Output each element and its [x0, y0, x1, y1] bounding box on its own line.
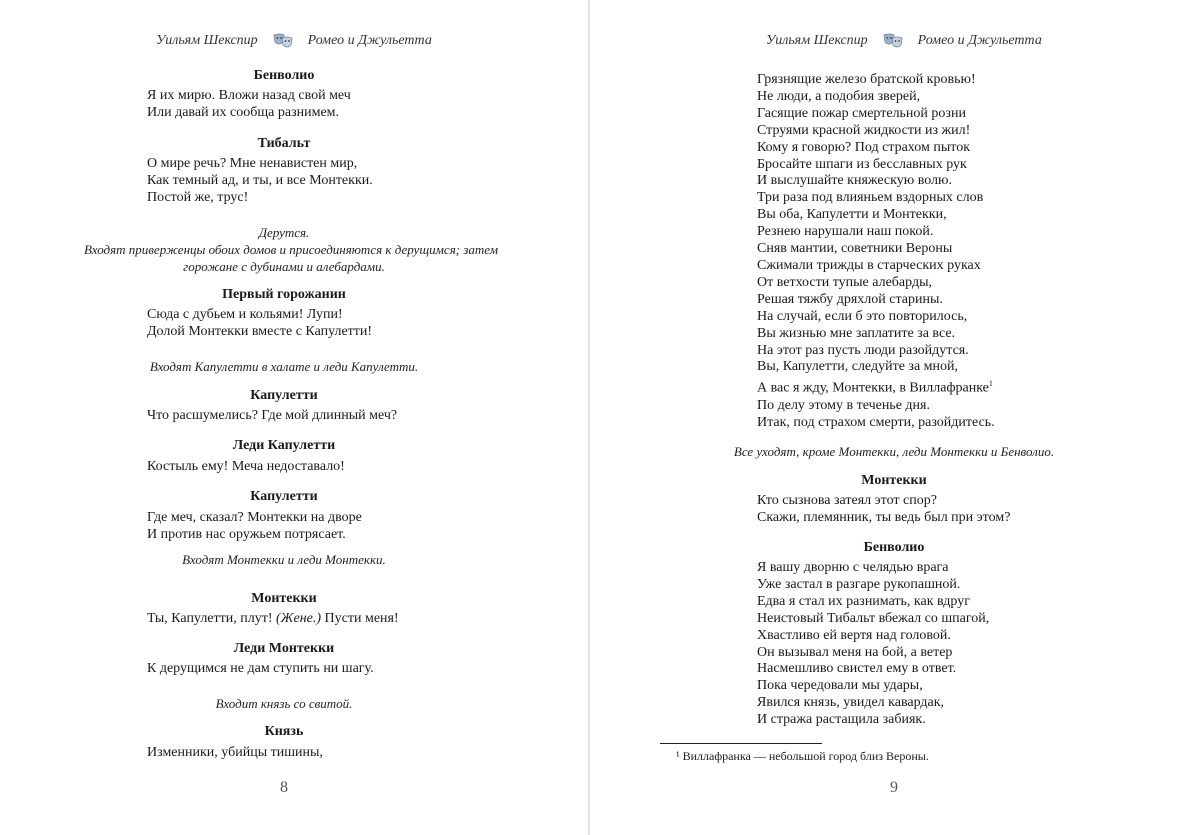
verse-prince-speech [757, 72, 995, 432]
verse-line: Решая тяжбу дряхлой старины. [757, 291, 943, 307]
verse-line: Вы оба, Капулетти и Монтекки, [757, 207, 947, 223]
verse-benvolio [757, 560, 989, 729]
theater-masks-icon [882, 33, 904, 49]
stage-direction-fight [84, 224, 499, 275]
stage-direction-prince-enter: Входит князь со свитой. [215, 696, 353, 711]
verse-line: Долой Монтекки вместе с Капулетти! [147, 323, 373, 339]
verse-line: Грязнящие железо братской кровью! [757, 72, 976, 87]
verse-line: Что расшумелись? Где мой длинный меч? [147, 408, 398, 423]
page-number: 8 [280, 779, 288, 796]
verse-montague [147, 611, 399, 628]
verse-line: Как темный ад, и ты, и все Монтекки. [147, 172, 373, 188]
verse-line: Бросайте шпаги из бесславных рук [757, 156, 967, 172]
verse-line: Вы жизнью мне заплатите за все. [757, 325, 956, 341]
verse-line: Я их мирю. Вложи назад свой меч [147, 88, 351, 103]
verse-line: Где меч, сказал? Монтекки на дворе [147, 510, 362, 525]
theater-masks-icon [272, 33, 294, 49]
stage-aside: (Жене.) [276, 611, 322, 626]
verse-benvolio [147, 88, 351, 122]
speaker-first-citizen: Первый горожанин [222, 287, 346, 302]
running-head [766, 33, 1042, 49]
speaker-capulet-2: Капулетти [250, 489, 318, 504]
page-number: 9 [890, 779, 898, 796]
stage-line: Входят приверженцы обоих домов и присоединяются к дерущимся; затем [84, 242, 499, 257]
verse-lady-capulet [147, 459, 345, 476]
stage-direction-montagues-enter: Входят Монтекки и леди Монтекки. [182, 552, 386, 567]
verse-tybalt [147, 156, 373, 207]
verse-line: Уже застал в разгаре рукопашной. [757, 576, 961, 592]
verse-line: Постой же, трус! [147, 189, 249, 205]
verse-line: Насмешливо свистел ему в ответ. [757, 661, 957, 677]
verse-line: И стража растащила забияк. [757, 712, 926, 728]
verse-line: На этот раз пусть люди разойдутся. [757, 342, 969, 358]
verse-line: Явился князь, увидел кавардак, [757, 695, 945, 711]
verse-line: Резнею нарушали наш покой. [757, 224, 934, 240]
running-head-title: Ромео и Джульетта [307, 33, 432, 48]
speaker-tybalt: Тибальт [257, 136, 311, 151]
verse-line [757, 376, 995, 398]
verse-line: Едва я стал их разнимать, как вдруг [757, 593, 970, 609]
running-head-author: Уильям Шекспир [766, 33, 868, 48]
verse-line: Хвастливо ей вертя над головой. [757, 627, 951, 643]
verse-line: Он вызывал меня на бой, а ветер [757, 644, 953, 660]
right-page [590, 0, 1177, 835]
verse-line: Сняв мантии, советники Вероны [757, 241, 953, 257]
verse-line: По делу этому в теченье дня. [757, 397, 930, 413]
verse-text: А вас я жду, Монтекки, в Виллафранке [757, 380, 989, 396]
verse-line: Костыль ему! Меча недоставало! [147, 459, 345, 474]
left-page [0, 0, 588, 835]
verse-line [147, 611, 399, 628]
speaker-capulet: Капулетти [250, 388, 318, 403]
verse-first-citizen [147, 307, 372, 341]
verse-line: Пока чередовали мы удары, [757, 678, 923, 694]
speaker-benvolio: Бенволио [863, 540, 925, 555]
running-head-author: Уильям Шекспир [156, 33, 258, 48]
speaker-lady-capulet: Леди Капулетти [232, 438, 336, 453]
verse-prince [147, 745, 323, 762]
verse-line: Кому я говорю? Под страхом пыток [757, 139, 970, 155]
verse-lady-montague [147, 661, 374, 678]
speaker-benvolio: Бенволио [253, 68, 315, 83]
verse-line: О мире речь? Мне ненавистен мир, [147, 156, 358, 171]
verse-line: Вы, Капулетти, следуйте за мной, [757, 359, 958, 375]
stage-direction-capulets-enter: Входят Капулетти в халате и леди Капулетти. [149, 359, 419, 374]
verse-line: Гасящие пожар смертельной розни [757, 105, 966, 121]
running-head-title: Ромео и Джульетта [917, 33, 1042, 48]
running-head [156, 33, 432, 49]
verse-line: Три раза под влияньем вздорных слов [757, 190, 984, 206]
speaker-montague: Монтекки [251, 591, 317, 606]
verse-line: Итак, под страхом смерти, разойдитесь. [757, 414, 995, 430]
verse-line: Скажи, племянник, ты ведь был при этом? [757, 509, 1011, 525]
verse-line: Не люди, а подобия зверей, [757, 88, 921, 104]
verse-line: На случай, если б это повторилось, [757, 308, 968, 324]
verse-capulet-2 [147, 510, 362, 544]
verse-line: Кто сызнова затеял этот спор? [757, 493, 937, 508]
speaker-prince: Князь [264, 724, 304, 739]
footnote-reference[interactable]: 1 [988, 379, 993, 389]
stage-line: Дерутся. [258, 225, 310, 240]
verse-line: Или давай их сообща разнимем. [147, 104, 340, 120]
verse-capulet [147, 408, 397, 425]
stage-direction-exit: Все уходят, кроме Монтекки, леди Монтекки и Бенволио. [733, 444, 1055, 459]
verse-line: И против нас оружьем потрясает. [147, 526, 346, 542]
verse-line: Я вашу дворню с челядью врага [757, 560, 949, 575]
speaker-lady-montague: Леди Монтекки [233, 641, 335, 656]
verse-line: Струями красной жидкости из жил! [757, 122, 971, 138]
verse-line: От ветхости тупые алебарды, [757, 274, 932, 290]
verse-text: Ты, Капулетти, плут! [147, 611, 273, 626]
speaker-montague: Монтекки [861, 473, 927, 488]
verse-montague [757, 493, 1010, 527]
verse-line: И выслушайте княжескую волю. [757, 173, 952, 189]
verse-line: Сжимали трижды в старческих руках [757, 257, 981, 273]
footnote-rule [660, 743, 822, 744]
verse-line: Сюда с дубьем и кольями! Лупи! [147, 307, 343, 322]
verse-text: Пусти меня! [324, 611, 399, 626]
verse-line: Неистовый Тибальт вбежал со шпагой, [757, 610, 990, 626]
footnote: ¹ Виллафранка — небольшой город близ Вероны. [676, 749, 929, 763]
stage-line: горожане с дубинами и алебардами. [183, 259, 385, 274]
verse-line: Изменники, убийцы тишины, [147, 745, 323, 760]
verse-line: К дерущимся не дам ступить ни шагу. [147, 661, 374, 676]
